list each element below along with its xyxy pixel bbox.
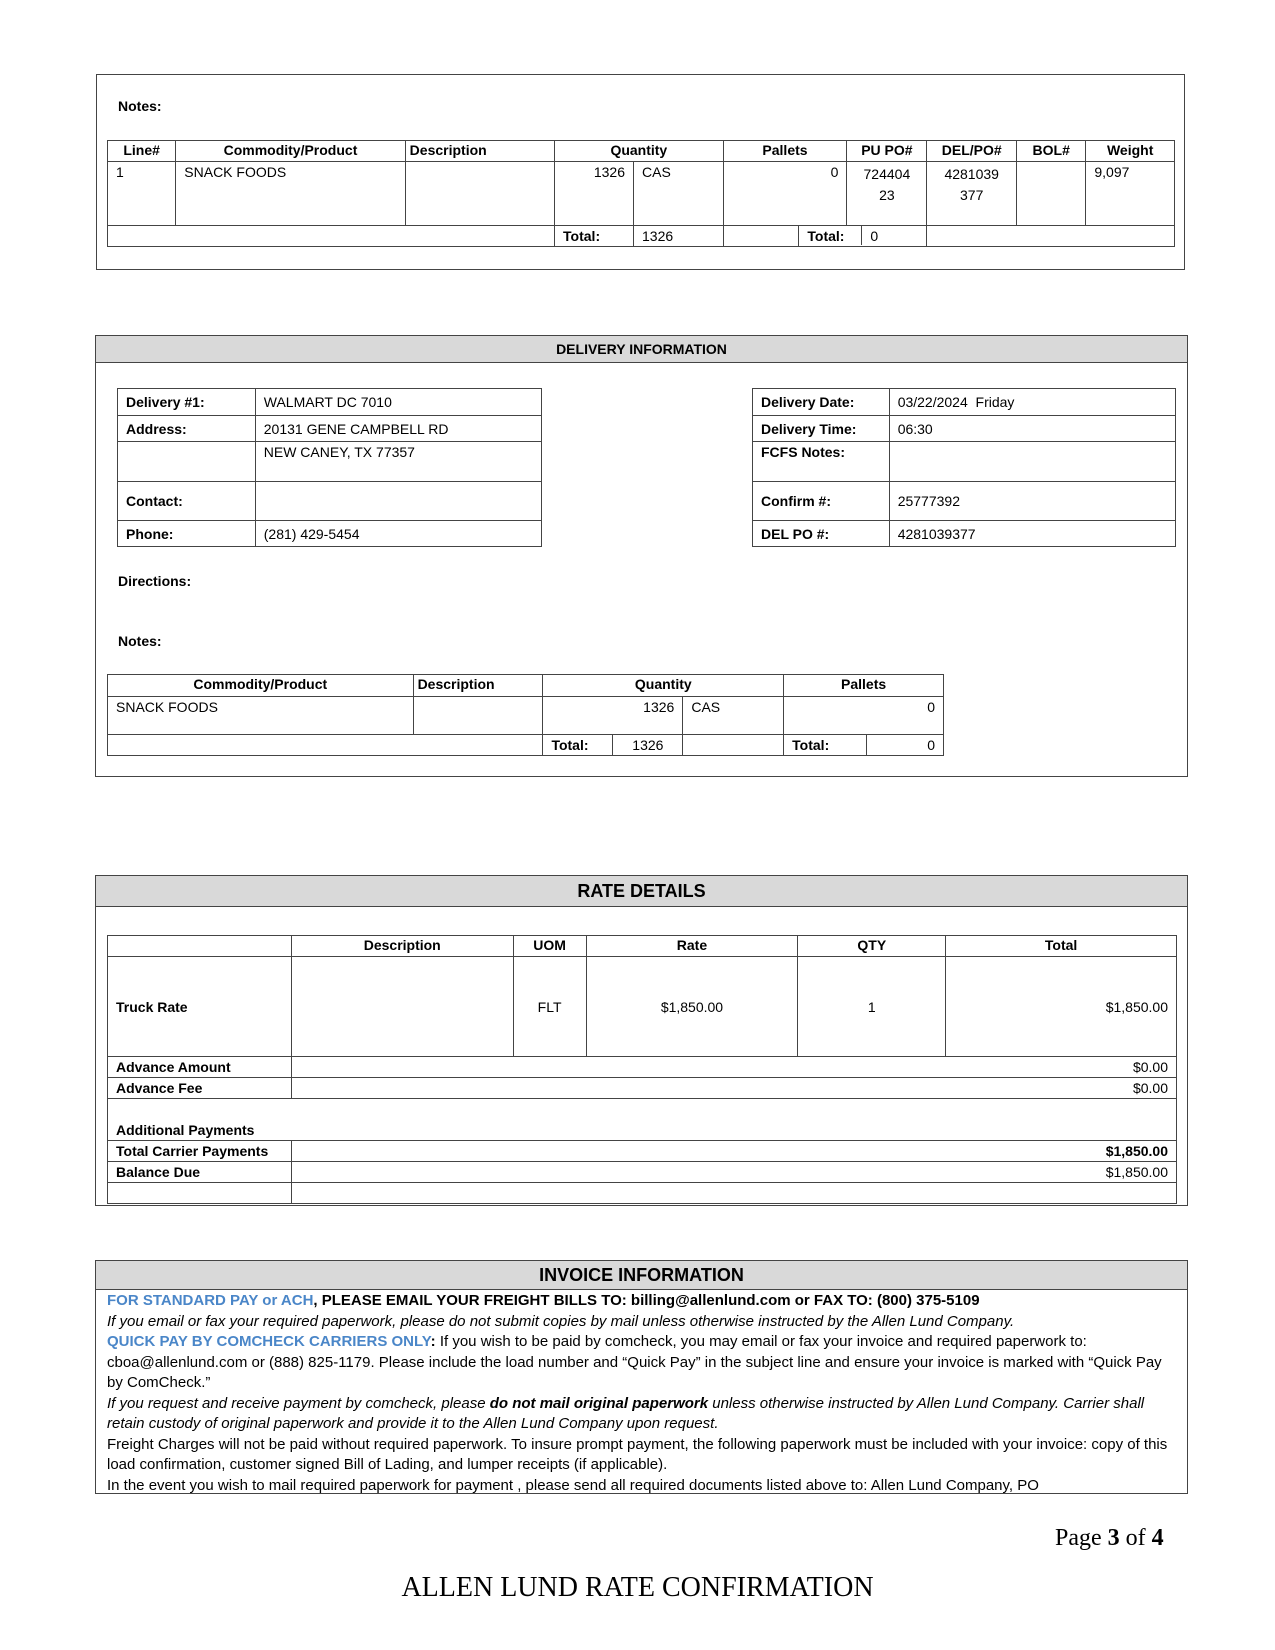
total-pages: 4 (1151, 1525, 1164, 1551)
total-carrier-payments-row (108, 1141, 1177, 1162)
total-carrier-payments-label: Total Carrier Payments (108, 1141, 292, 1162)
address-label: Address: (118, 416, 256, 442)
col-commodity: Commodity/Product (176, 141, 405, 162)
quick-pay-instructions: If you wish to be paid by comcheck, you may email or fax your invoice and required paperwork to: cboa@allenlund.com or (888) 825-1179. Please include the load number and “Quick Pay” in the subject line and ensure your invoice is marked with “Quick Pay by ComCheck.” (107, 1333, 1162, 1391)
delivery-right-table (752, 388, 1176, 547)
col-quantity: Quantity (555, 141, 724, 162)
quantity-total-label: Total: (543, 735, 613, 756)
confirm-number-label: Confirm #: (753, 482, 890, 521)
col-line: Line# (108, 141, 176, 162)
col-pallets: Pallets (723, 141, 847, 162)
standard-pay-line (107, 1291, 1176, 1312)
totals-row (108, 735, 944, 756)
quick-pay-heading: QUICK PAY BY COMCHECK CARRIERS ONLY (107, 1333, 431, 1350)
fcfs-notes-label: FCFS Notes: (753, 442, 890, 482)
col-description: Description (405, 141, 554, 162)
phone-value: (281) 429-5454 (255, 521, 541, 547)
advance-amount-value: $0.00 (291, 1057, 1176, 1078)
description-value (405, 162, 554, 226)
del-po-value: 4281039 377 (927, 162, 1017, 226)
pallets-total-value: 0 (870, 228, 879, 244)
unit-value: CAS (634, 162, 724, 226)
delivery-date-value: 03/22/2024 Friday (889, 389, 1175, 416)
col-description: Description (413, 675, 543, 697)
invoice-information-title: INVOICE INFORMATION (96, 1261, 1187, 1290)
delivery-notes-label: Notes: (118, 633, 162, 649)
delivery-number-label: Delivery #1: (118, 389, 256, 416)
col-quantity: Quantity (543, 675, 784, 697)
balance-due-value: $1,850.00 (291, 1162, 1176, 1183)
contact-value (255, 482, 541, 521)
delivery-left-table (117, 388, 542, 547)
delivery-time-value: 06:30 (889, 416, 1175, 442)
col-qty: QTY (798, 936, 946, 957)
col-pallets: Pallets (784, 675, 944, 697)
del-po-number-value: 4281039377 (889, 521, 1175, 547)
commodity-value: SNACK FOODS (176, 162, 405, 226)
col-pu-po: PU PO# (847, 141, 927, 162)
totals-row (108, 226, 1175, 247)
delivery-commodity-table (107, 674, 944, 756)
col-bol: BOL# (1017, 141, 1086, 162)
standard-pay-instructions: , PLEASE EMAIL YOUR FREIGHT BILLS TO: billing@allenlund.com or FAX TO: (800) 375-5109 (313, 1292, 980, 1309)
pallets-total-value: 0 (867, 735, 944, 756)
comcheck-note: If you request and receive payment by comcheck, please do not mail original paperwork unless otherwise instructed by Allen Lund Company. Carrier shall retain custody of original paperwork and provide it to the Allen Lund Company upon request. (107, 1394, 1145, 1432)
fcfs-notes-value (889, 442, 1175, 482)
truck-rate-uom: FLT (513, 957, 586, 1057)
address-line2: NEW CANEY, TX 77357 (255, 442, 541, 482)
rate-details-table (107, 935, 1177, 1204)
col-description: Description (291, 936, 513, 957)
col-commodity: Commodity/Product (108, 675, 414, 697)
truck-rate-rate: $1,850.00 (586, 957, 798, 1057)
bol-value (1017, 162, 1086, 226)
advance-fee-value: $0.00 (291, 1078, 1176, 1099)
advance-amount-label: Advance Amount (108, 1057, 292, 1078)
pickup-notes-label: Notes: (118, 98, 162, 114)
commodity-value: SNACK FOODS (108, 697, 414, 735)
table-row (108, 162, 1175, 226)
col-total: Total (946, 936, 1177, 957)
quantity-total-value: 1326 (613, 735, 683, 756)
invoice-information-section (95, 1260, 1188, 1494)
mail-paperwork-note: In the event you wish to mail required paperwork for payment , please send all required documents listed above to: Allen Lund Company, PO (107, 1476, 1039, 1494)
email-note: If you email or fax your required paperwork, please do not submit copies by mail unless otherwise instructed by the Allen Lund Company. (107, 1312, 1015, 1330)
empty-row (108, 1183, 1177, 1204)
advance-fee-label: Advance Fee (108, 1078, 292, 1099)
truck-rate-total: $1,850.00 (946, 957, 1177, 1057)
balance-due-label: Balance Due (108, 1162, 292, 1183)
quantity-value: 1326 (543, 697, 683, 735)
standard-pay-heading: FOR STANDARD PAY or ACH (107, 1292, 314, 1309)
contact-label: Contact: (118, 482, 256, 521)
additional-payments-label: Additional Payments (108, 1099, 1177, 1141)
delivery-date-label: Delivery Date: (753, 389, 890, 416)
col-rate: Rate (586, 936, 798, 957)
document-title-footer: ALLEN LUND RATE CONFIRMATION (401, 1572, 874, 1603)
quantity-total-label: Total: (555, 226, 634, 247)
col-del-po: DEL/PO# (927, 141, 1017, 162)
quantity-total-value: 1326 (634, 226, 724, 247)
col-weight: Weight (1086, 141, 1175, 162)
unit-value: CAS (683, 697, 784, 735)
truck-rate-description (291, 957, 513, 1057)
rate-details-title: RATE DETAILS (96, 876, 1187, 907)
del-po-label: DEL PO #: (753, 521, 890, 547)
balance-due-row (108, 1162, 1177, 1183)
col-uom: UOM (513, 936, 586, 957)
line-number: 1 (108, 162, 176, 226)
advance-amount-row (108, 1057, 1177, 1078)
quick-pay-paragraph: QUICK PAY BY COMCHECK CARRIERS ONLY: If you wish to be paid by comcheck, you may email or fax your invoice and required paperwork to: cboa@allenlund.com or (888) 825-1179. Please include the load number and “Quick Pay” in the subject line and ensure your invoice is marked with “Quick Pay by ComCheck.” (107, 1333, 1162, 1391)
truck-rate-qty: 1 (798, 957, 946, 1057)
pickup-commodity-table (107, 140, 1175, 247)
advance-fee-row (108, 1078, 1177, 1099)
pallets-total-label: Total: (784, 735, 867, 756)
quantity-value: 1326 (555, 162, 634, 226)
do-not-mail-warning: do not mail original paperwork (489, 1394, 709, 1412)
truck-rate-row (108, 957, 1177, 1057)
total-carrier-payments-value: $1,850.00 (291, 1141, 1176, 1162)
pu-po-value: 724404 23 (847, 162, 927, 226)
freight-charges-note: Freight Charges will not be paid without required paperwork. To insure prompt payment, the following paperwork must be included with your invoice: copy of this load confirmation, customer signed Bill of Lading, and lumper receipts (if applicable). (107, 1435, 1168, 1473)
address-line1: 20131 GENE CAMPBELL RD (255, 416, 541, 442)
confirm-number-value: 25777392 (889, 482, 1175, 521)
delivery-information-title: DELIVERY INFORMATION (96, 336, 1187, 363)
current-page: 3 (1107, 1525, 1120, 1551)
pallets-total-label: Total: (799, 226, 862, 245)
additional-payments-row (108, 1099, 1177, 1141)
page-number: Page 3 of 4 (1055, 1525, 1164, 1551)
directions-label: Directions: (118, 573, 192, 589)
delivery-time-label: Delivery Time: (753, 416, 890, 442)
pallets-value: 0 (723, 162, 847, 226)
table-row (108, 697, 944, 735)
delivery-number-value: WALMART DC 7010 (255, 389, 541, 416)
phone-label: Phone: (118, 521, 256, 547)
description-value (413, 697, 543, 735)
weight-value: 9,097 (1086, 162, 1175, 226)
pallets-value: 0 (784, 697, 944, 735)
truck-rate-label: Truck Rate (108, 957, 292, 1057)
